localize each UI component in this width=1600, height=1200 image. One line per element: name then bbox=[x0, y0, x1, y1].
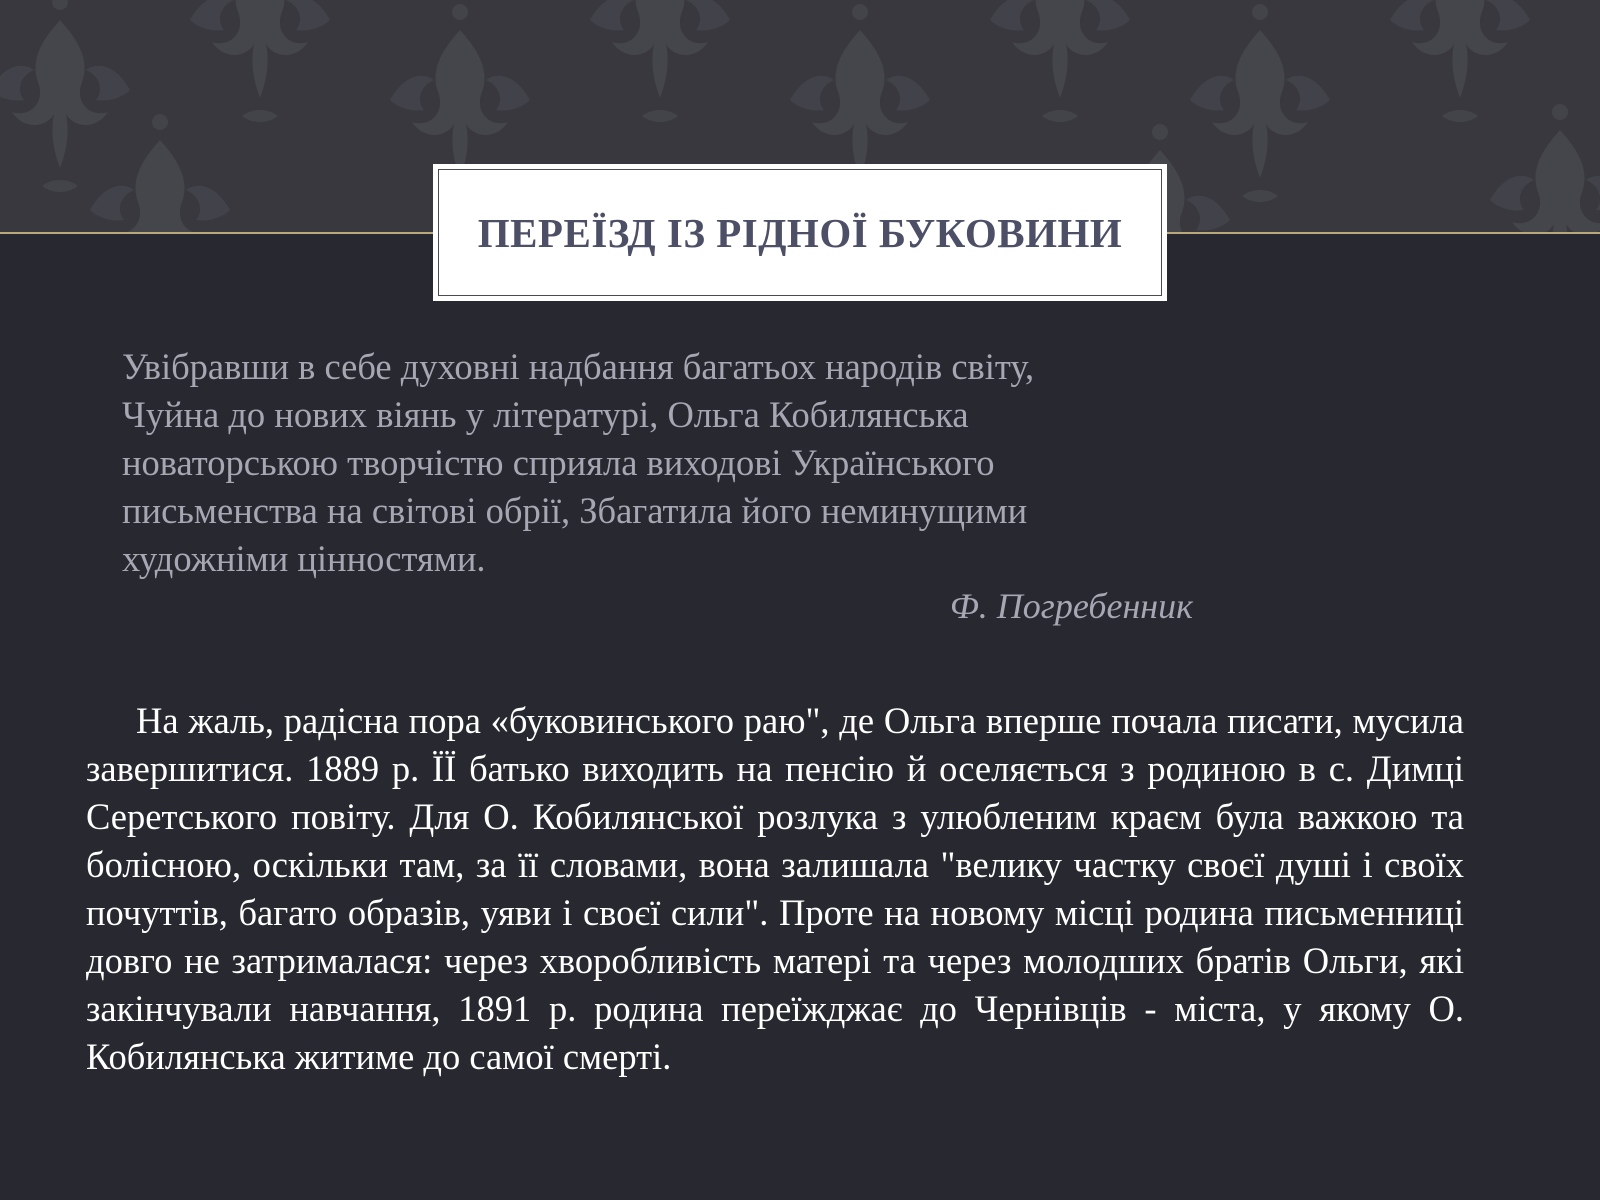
body-paragraph: На жаль, радісна пора «буковинського раю", де Ольга вперше почала писати, мусила завершитися. 1889 р. ЇЇ батько виходить на пенсію й оселяється з родиною в с. Димці Серетського повіту. Для О. Кобилянської розлука з улюбленим краєм була важкою та болісною, оскільки там, за її словами, вона залишала "велику частку своєї душі і своїх почуттів, багато образів, уяви і своєї сили". Проте на новому місці родина письменниці довго не затрималася: через хворобливість матері та через молодших братів Ольги, які закінчували навчання, 1891 р. родина переїжджає до Чернівців - міста, у якому О. Кобилянська житиме до самої смерті. bbox=[86, 700, 1464, 1077]
quote-author: Ф. Погребенник bbox=[949, 586, 1193, 626]
quote-line: новаторською творчістю сприяла виходові Українського bbox=[122, 442, 995, 483]
quote-line: письменства на світові обрії, Збагатила його неминущими bbox=[122, 490, 1028, 531]
epigraph-quote bbox=[122, 343, 1202, 583]
quote-line: Увібравши в себе духовні надбання багатьох народів світу, bbox=[122, 346, 1035, 387]
quote-line: художніми цінностями. bbox=[122, 538, 486, 579]
title-box bbox=[435, 166, 1165, 299]
quote-line: Чуйна до нових віянь у літературі, Ольга Кобилянська bbox=[122, 394, 969, 435]
slide-title: ПЕРЕЇЗД ІЗ РІДНОЇ БУКОВИНИ bbox=[477, 209, 1123, 256]
